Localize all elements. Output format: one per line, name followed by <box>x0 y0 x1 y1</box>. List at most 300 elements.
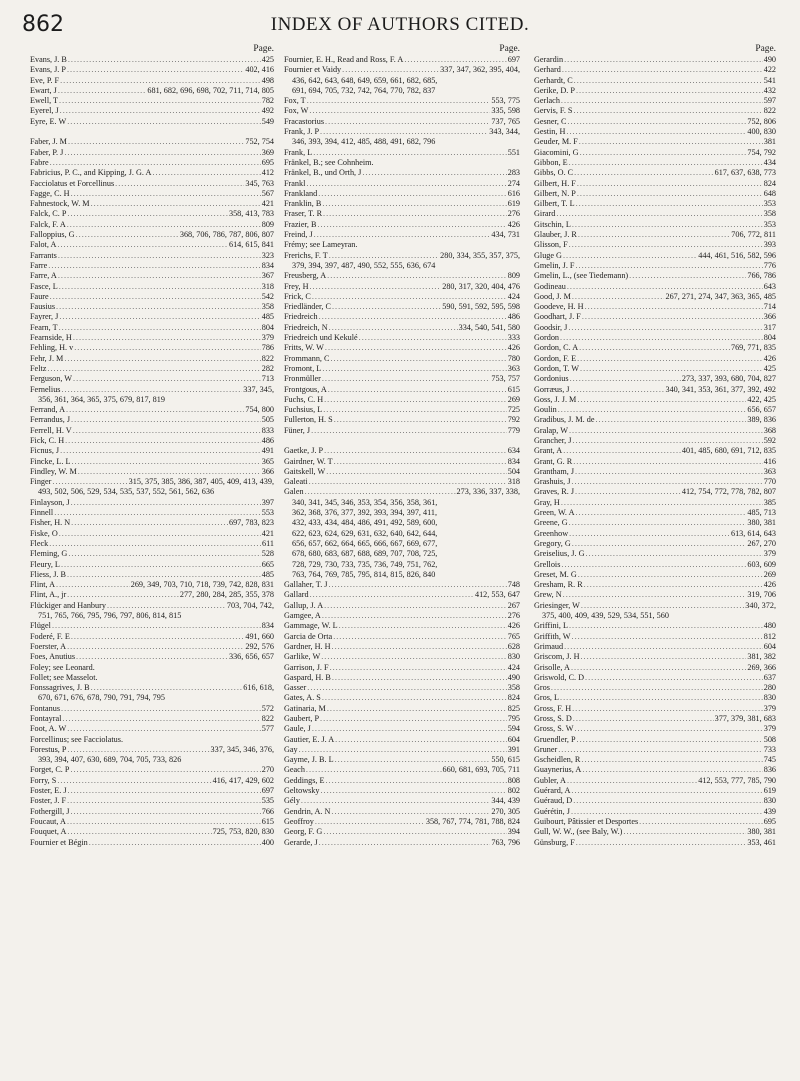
index-entry-line <box>534 590 776 600</box>
author-name: Gluge G <box>534 250 562 260</box>
index-entry <box>534 220 776 230</box>
page-refs: 703, 704, 742, <box>226 600 274 610</box>
index-entry-line <box>534 724 776 734</box>
index-entry <box>534 652 776 662</box>
author-name: Gatinaria, M <box>284 703 326 713</box>
dot-leader <box>323 405 507 415</box>
dot-leader <box>564 642 763 652</box>
dot-leader <box>60 76 261 86</box>
index-column-2 <box>284 44 520 848</box>
index-entry <box>534 518 776 528</box>
index-entry <box>284 467 520 477</box>
page-refs: 697 <box>507 55 520 64</box>
index-entry-line <box>284 96 520 106</box>
index-entry-line <box>284 601 520 611</box>
dot-leader <box>327 704 507 714</box>
author-name: Frazier, B <box>284 219 317 229</box>
dot-leader <box>325 776 506 786</box>
author-name: Eve, P. F <box>30 75 60 85</box>
page-refs: 615 <box>261 816 274 826</box>
index-entry <box>534 292 776 302</box>
index-entry-line <box>30 312 274 322</box>
page-refs: 782 <box>261 96 274 106</box>
author-name: Greene, G <box>534 518 568 528</box>
author-name: Faure <box>30 291 49 301</box>
page-refs: 389, 836 <box>747 415 776 425</box>
author-name: Frey, H <box>284 281 309 291</box>
index-entry-line <box>534 158 776 168</box>
author-name: Falck, F. A <box>30 219 66 229</box>
index-entry <box>534 137 776 147</box>
author-name: Gamgee, A <box>284 611 321 621</box>
index-entry-line <box>284 415 520 425</box>
dot-leader <box>585 302 763 312</box>
author-name: Gregory, G <box>534 538 571 548</box>
page-refs: 444, 461, 516, 582, 596 <box>698 250 776 260</box>
index-entry <box>284 621 520 631</box>
author-name: Gordon, T. W <box>534 363 580 373</box>
index-entry <box>534 395 776 405</box>
page-refs: 380, 381 <box>747 827 776 837</box>
author-name: Gaetke, J. P <box>284 446 324 456</box>
dot-leader <box>359 333 507 343</box>
page-refs: 353 <box>763 199 776 209</box>
page-refs: 733 <box>763 744 776 754</box>
page-refs: 812 <box>763 631 776 641</box>
page-refs: 592 <box>763 435 776 445</box>
index-entry <box>284 374 520 384</box>
page-refs: 809 <box>261 219 274 229</box>
page-refs: 273, 337, 393, 680, 704, 827 <box>681 374 776 384</box>
index-entry <box>534 776 776 786</box>
index-entry <box>534 539 776 549</box>
author-name: Guibourt, Pâtissier et Desportes <box>534 816 639 826</box>
index-entry-line <box>534 786 776 796</box>
index-entry-line <box>284 374 520 384</box>
author-name: Griswold, C. D <box>534 672 585 682</box>
dot-leader <box>585 673 763 683</box>
index-entry <box>534 251 776 261</box>
author-name: Gendrin, A. N <box>284 806 331 816</box>
index-entry <box>534 621 776 631</box>
index-entry <box>284 323 520 333</box>
index-entry-line <box>534 508 776 518</box>
author-name: Fothergill, J <box>30 806 70 816</box>
index-entry <box>534 240 776 250</box>
index-entry <box>30 415 274 425</box>
index-entry-line <box>284 426 520 436</box>
page-refs: 400 <box>261 837 274 847</box>
index-entry <box>284 189 520 199</box>
author-name: Ferrandus, J <box>30 415 71 425</box>
page-refs: 337, 345, <box>243 384 274 394</box>
index-entry <box>30 343 274 353</box>
author-name: Ferrell, H. V <box>30 425 72 435</box>
page-refs-continuation: 656, 657, 662, 664, 665, 666, 667, 669, 677, <box>292 538 438 548</box>
index-entry <box>30 333 274 343</box>
index-entry-line <box>534 148 776 158</box>
page-refs: 824 <box>507 693 520 703</box>
index-entry <box>30 652 274 662</box>
page-refs: 377, 379, 381, 683 <box>714 714 776 723</box>
index-entry <box>284 704 520 714</box>
page-refs: 366 <box>763 312 776 322</box>
index-entry <box>534 86 776 96</box>
author-name: Goulin <box>534 405 557 415</box>
page-refs: 822 <box>763 106 776 116</box>
index-entry-line <box>284 395 520 405</box>
author-name: Fuchsius, L <box>284 405 323 415</box>
index-entry <box>284 796 520 806</box>
index-entry <box>534 745 776 755</box>
dot-leader <box>580 148 747 158</box>
page-refs: 779 <box>507 425 520 435</box>
page-refs: 421 <box>261 528 274 538</box>
dot-leader <box>91 683 243 693</box>
page-refs: 714 <box>763 302 776 312</box>
dot-leader <box>57 776 211 786</box>
index-entry-line <box>534 323 776 333</box>
dot-leader <box>323 827 506 837</box>
index-entry <box>284 106 520 116</box>
dot-leader <box>67 827 211 837</box>
index-entry <box>30 65 274 75</box>
index-entry-line <box>534 282 776 292</box>
dot-leader <box>70 765 260 775</box>
index-entry-line <box>30 457 274 467</box>
dot-leader <box>573 106 762 116</box>
author-name: Geach <box>284 765 305 775</box>
dot-leader <box>572 292 665 302</box>
page-refs: 769, 771, 835 <box>730 343 776 353</box>
page-refs: 613, 614, 643 <box>730 528 776 538</box>
dot-leader <box>325 343 507 353</box>
page-refs: 485 <box>261 312 274 322</box>
page-refs: 611 <box>262 538 274 548</box>
page-refs: 270 <box>261 765 274 775</box>
index-entry-line <box>534 199 776 209</box>
index-entry-line <box>534 570 776 580</box>
page-refs: 335, 598 <box>491 106 520 116</box>
index-entry-line <box>284 477 520 487</box>
page-refs: 485, 713 <box>747 508 776 518</box>
index-entry-line <box>30 96 274 106</box>
index-entry-line <box>30 158 274 168</box>
index-entry <box>30 240 274 250</box>
dot-leader <box>319 838 491 848</box>
index-entry-line <box>534 807 776 817</box>
index-entry <box>284 148 520 158</box>
dot-leader <box>76 230 179 240</box>
index-entry-line <box>534 796 776 806</box>
dot-leader <box>404 55 506 65</box>
index-entry <box>30 467 274 477</box>
dot-leader <box>71 498 261 508</box>
dot-leader <box>563 446 681 456</box>
index-entry-line <box>284 755 520 765</box>
index-entry-line <box>30 271 274 281</box>
index-entry-line <box>284 179 520 189</box>
page-refs: 358 <box>507 683 520 693</box>
index-entry-line <box>30 251 274 261</box>
page-refs: 830 <box>763 796 776 806</box>
page-refs: 695 <box>763 816 776 826</box>
dot-leader <box>322 693 507 703</box>
index-entry-line <box>30 220 274 230</box>
index-entry-line <box>534 642 776 652</box>
dot-leader <box>334 415 507 425</box>
index-entry-line <box>534 179 776 189</box>
dot-leader <box>311 426 507 436</box>
page-refs: 333 <box>507 333 520 343</box>
dot-leader <box>67 642 244 652</box>
author-name: Falck, C. P <box>30 209 67 219</box>
page-refs: 752, 754 <box>245 137 274 147</box>
index-entry-line <box>30 580 274 590</box>
index-entry-line <box>284 457 520 467</box>
dot-leader <box>577 179 763 189</box>
dot-leader <box>73 426 261 436</box>
author-name: Gordonius <box>534 374 569 384</box>
index-entry <box>284 714 520 724</box>
dot-leader <box>556 209 762 219</box>
author-name: Garrison, J. F <box>284 662 329 672</box>
dot-leader <box>577 395 746 405</box>
index-entry <box>534 179 776 189</box>
dot-leader <box>318 189 507 199</box>
page-refs: 334, 540, 541, 580 <box>458 322 520 332</box>
index-entry-line <box>534 76 776 86</box>
index-entry <box>534 580 776 590</box>
author-name: Eyre, E. W <box>30 116 67 126</box>
page-refs: 269 <box>507 394 520 404</box>
index-entry <box>284 240 520 250</box>
index-entry <box>30 508 274 518</box>
author-name: Girard <box>534 209 556 219</box>
dot-leader <box>564 55 763 65</box>
page-refs: 345, 763 <box>245 178 274 188</box>
page-refs: 401, 485, 680, 691, 712, 835 <box>681 446 776 456</box>
index-entry <box>534 683 776 693</box>
index-entry <box>284 179 520 189</box>
index-entry-line <box>534 55 776 65</box>
page-refs-continuation: 346, 393, 394, 412, 485, 488, 491, 682, 796 <box>292 137 436 147</box>
dot-leader <box>558 745 763 755</box>
index-entry-line <box>284 302 520 312</box>
dot-leader <box>321 652 506 662</box>
dot-leader <box>571 477 762 487</box>
index-entry-line <box>534 137 776 147</box>
index-entry <box>534 117 776 127</box>
page-refs: 776 <box>763 260 776 270</box>
author-name: Fontanus <box>30 703 61 713</box>
index-entry-line <box>534 714 776 724</box>
index-entry-line <box>284 642 520 652</box>
dot-leader <box>579 343 730 353</box>
author-name: Fehr, J. M <box>30 353 64 363</box>
index-entry-line <box>30 415 274 425</box>
index-entry <box>284 817 520 827</box>
author-name: Gestin, H <box>534 127 566 137</box>
author-name: Gates, A. S <box>284 693 321 703</box>
author-name: Flückiger and Hanbury <box>30 600 106 610</box>
index-entry <box>30 498 274 508</box>
author-name: Finger <box>30 477 52 487</box>
page-refs: 394 <box>507 827 520 837</box>
dot-leader <box>319 312 507 322</box>
author-name: Follet; see Masselot. <box>30 672 98 682</box>
index-entry-line <box>534 86 776 96</box>
author-name: Gordon, F. E <box>534 353 577 363</box>
dot-leader <box>569 529 730 539</box>
page-refs: 267 <box>507 600 520 610</box>
index-entry <box>284 642 520 652</box>
index-entry <box>534 127 776 137</box>
index-entry <box>284 683 520 693</box>
index-entry-line <box>284 724 520 734</box>
author-name: Frank, J. P <box>284 127 320 137</box>
dot-leader <box>572 632 763 642</box>
page-refs: 594 <box>507 724 520 734</box>
page-refs-continuation: 728, 729, 730, 733, 735, 736, 749, 751, 762, <box>292 559 438 569</box>
page-refs: 358, 413, 783 <box>228 209 274 219</box>
index-entry <box>284 652 520 662</box>
page-header <box>0 0 800 40</box>
author-name: Fiske, O <box>30 528 58 538</box>
author-name: Guéraud, D <box>534 796 573 806</box>
author-name: Galeati <box>284 477 308 487</box>
page-refs: 604 <box>507 734 520 744</box>
author-name: Greenhow <box>534 528 569 538</box>
dot-leader <box>575 467 763 477</box>
dot-leader <box>331 354 507 364</box>
page-refs-continuation: 375, 400, 409, 439, 529, 534, 551, 560 <box>542 611 669 621</box>
page-refs: 336, 656, 657 <box>228 652 274 662</box>
dot-leader <box>70 807 260 817</box>
page-refs: 737, 765 <box>491 116 520 126</box>
page-number: 862 <box>22 12 64 37</box>
author-name: Fromont, L <box>284 363 322 373</box>
author-name: Gerlach <box>534 96 560 106</box>
index-entry <box>284 776 520 786</box>
author-name: Gitschin, L <box>534 219 571 229</box>
index-entry-line <box>284 127 520 137</box>
index-entry-line <box>534 333 776 343</box>
page-refs: 597 <box>763 96 776 106</box>
running-head: INDEX OF AUTHORS CITED. <box>270 14 530 35</box>
index-entry-line <box>534 395 776 405</box>
dot-leader <box>574 724 762 734</box>
index-entry-line <box>30 364 274 374</box>
author-name: Fahnestock, W. M <box>30 199 90 209</box>
index-entry-line <box>30 704 274 714</box>
index-entry <box>534 838 776 848</box>
page-refs-continuation: 763, 764, 769, 785, 795, 814, 815, 826, 840 <box>292 569 436 579</box>
author-name: Fraser, T. R <box>284 209 323 219</box>
page-refs: 770 <box>763 477 776 487</box>
author-name: Greiselius, J. G <box>534 549 585 559</box>
index-entry <box>30 704 274 714</box>
author-name: Gerardin <box>534 55 564 64</box>
author-name: Gerike, D. P <box>534 85 575 95</box>
author-name: Gallup, J. A <box>284 600 324 610</box>
index-entry <box>534 55 776 65</box>
page-refs-continuation: 393, 394, 407, 630, 689, 704, 705, 733, 826 <box>38 755 182 765</box>
dot-leader <box>73 333 261 343</box>
page-refs: 590, 591, 592, 595, 598 <box>442 302 520 312</box>
author-name: Grant, A <box>534 446 563 456</box>
author-name: Farrants <box>30 250 57 260</box>
page-refs-continuation: 356, 361, 364, 365, 375, 679, 817, 819 <box>38 394 165 404</box>
author-name: Foderé, F. E <box>30 631 70 641</box>
dot-leader <box>573 457 763 467</box>
index-entry <box>534 477 776 487</box>
page-refs: 766, 786 <box>747 271 776 281</box>
index-entry <box>284 765 520 775</box>
page-refs: 416 <box>763 456 776 466</box>
index-entry <box>284 343 520 353</box>
dot-leader <box>56 302 261 312</box>
page-refs: 541 <box>763 75 776 85</box>
page-refs: 490 <box>507 672 520 682</box>
page-refs: 822 <box>261 714 274 723</box>
dot-leader <box>320 714 507 724</box>
author-name: Ferguson, W <box>30 374 73 384</box>
dot-leader <box>569 426 763 436</box>
index-entry-line <box>534 220 776 230</box>
index-entry-line <box>284 312 520 322</box>
index-entry <box>534 601 776 622</box>
author-name: Gaspard, H. B <box>284 672 331 682</box>
index-entry <box>284 405 520 415</box>
page-refs: 379 <box>763 703 776 713</box>
author-name: Flügel <box>30 621 51 631</box>
page-refs: 426 <box>507 343 520 353</box>
index-entry-line <box>534 415 776 425</box>
author-name: Freind, J <box>284 230 313 240</box>
author-name: Findley, W. M <box>30 466 77 476</box>
page-refs: 786 <box>261 343 274 353</box>
index-entry-line <box>30 168 274 178</box>
page-refs: 551 <box>507 147 520 157</box>
dot-leader <box>56 580 130 590</box>
index-entry <box>30 137 274 147</box>
index-entry <box>534 508 776 518</box>
dot-leader <box>299 745 507 755</box>
index-entry <box>284 230 520 240</box>
index-entry <box>284 312 520 322</box>
index-entry <box>30 323 274 333</box>
dot-leader <box>66 405 244 415</box>
index-entry <box>534 724 776 734</box>
page-refs: 634 <box>507 446 520 456</box>
author-name: Gscheidlen, R <box>534 755 581 765</box>
page-refs: 385 <box>763 497 776 507</box>
page-refs: 792 <box>507 415 520 425</box>
index-column-3 <box>534 44 776 848</box>
page-refs: 426 <box>507 621 520 631</box>
author-name: Gruner <box>534 744 558 754</box>
dot-leader <box>54 508 261 518</box>
author-name: Gasser <box>284 683 307 693</box>
author-name: Füner, J <box>284 425 311 435</box>
index-entry-line <box>284 704 520 714</box>
index-entry <box>534 271 776 281</box>
index-entry <box>284 292 520 302</box>
index-entry <box>30 560 274 570</box>
author-name: Geddings, E <box>284 775 325 785</box>
author-name: Graves, R. J <box>534 487 575 497</box>
